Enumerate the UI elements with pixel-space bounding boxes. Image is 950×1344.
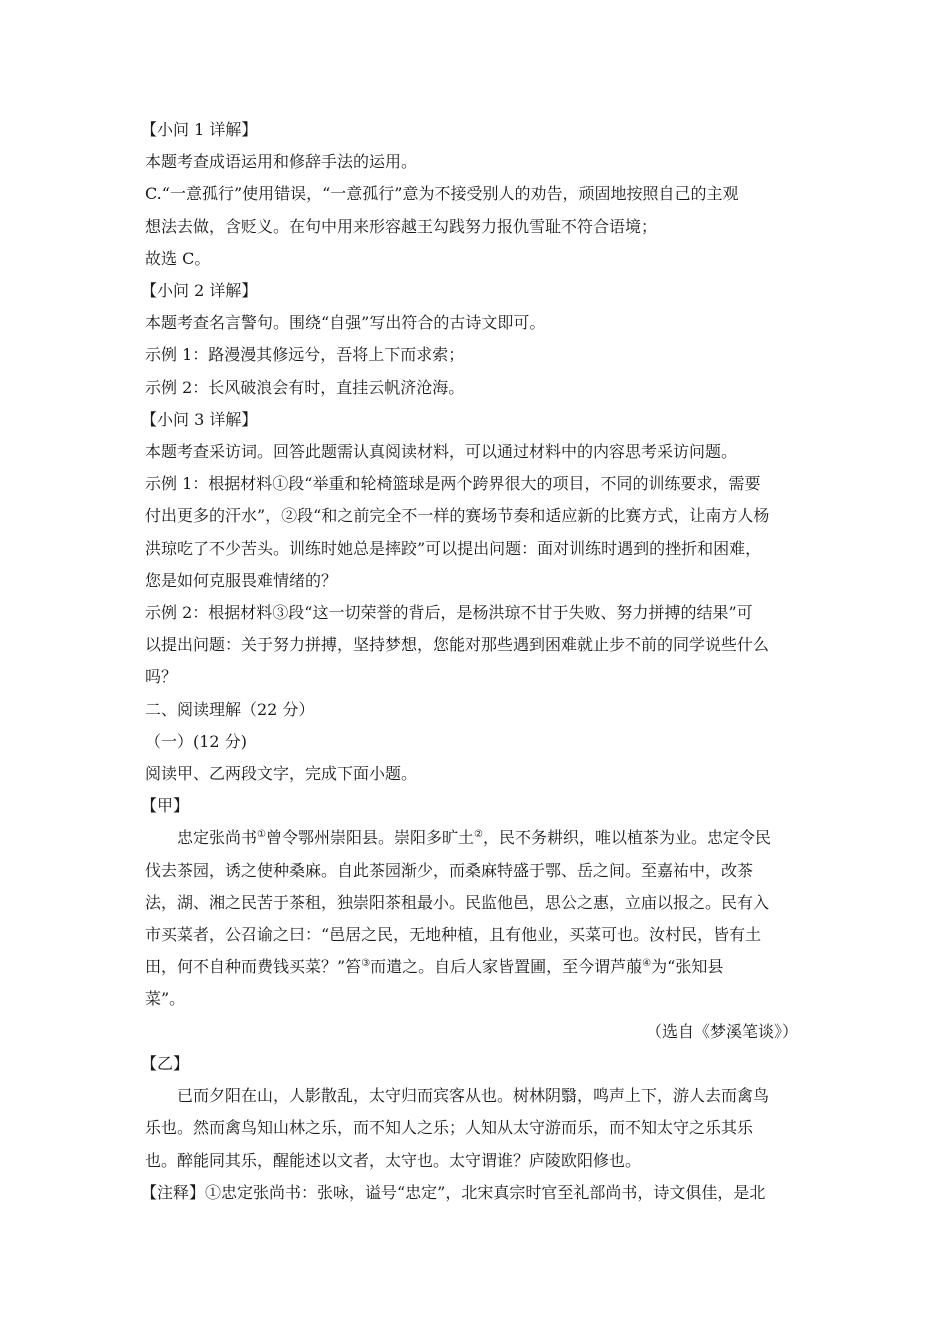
q2-heading: 【小问 2 详解】 [141, 281, 258, 301]
q1-heading: 【小问 1 详解】 [141, 120, 258, 139]
passage-text: 忠定张尚书 [177, 828, 258, 848]
q2-example-1: 示例 1：路漫漫其修远兮，吾将上下而求索； [145, 345, 465, 365]
q1-intro: 本题考查成语运用和修辞手法的运用。 [145, 152, 418, 172]
q3-example-1-line: 您是如何克服畏难情绪的？ [145, 570, 338, 590]
passage-jia-line: 法，湖、湘之民苦于茶租，独崇阳茶租最小。民监他邑，思公之惠，立庙以报之。民有入 [145, 892, 770, 912]
passage-jia-line: 市买菜者，公召谕之曰：“邑居之民，无地种植，且有他业，买菜可也。汝村民，皆有土 [145, 925, 762, 945]
passage-jia-line: 菜”。 [145, 989, 186, 1009]
part2-title: 二、阅读理解（22 分） [145, 699, 315, 719]
part2-subtitle: （一）(12 分) [145, 731, 247, 751]
q1-analysis-line: C.“一意孤行”使用错误，“一意孤行”意为不接受别人的劝告，顽固地按照自己的主观 [145, 184, 739, 204]
passage-yi-line: 也。醉能同其乐，醒能述以文者，太守也。太守谓谁？庐陵欧阳修也。 [145, 1150, 642, 1170]
passage-yi-line: 乐也。然而禽鸟知山林之乐，而不知人之乐；人知从太守游而乐，而不知太守之乐其乐 [145, 1118, 754, 1138]
q3-example-1-line: 付出更多的汗水”，②段“和之前完全不一样的赛场节奏和适应新的比赛方式，让南方人杨 [145, 506, 770, 526]
q1-answer: 故选 C。 [145, 248, 211, 268]
footnote-marker: ③ [361, 958, 371, 970]
q3-example-2-line: 吗？ [145, 667, 178, 687]
q3-example-2-line: 以提出问题：关于努力拼搏，坚持梦想，您能对那些遇到困难就止步不前的同学说些什么 [145, 635, 770, 655]
notes-line: 【注释】①忠定张尚书：张咏，谥号“忠定”，北宋真宗时官至礼部尚书，诗文俱佳，是北 [141, 1182, 766, 1202]
passage-jia-line [145, 822, 808, 854]
passage-jia-label: 【甲】 [141, 796, 190, 816]
passage-jia-source: （选自《梦溪笔谈》） [645, 1021, 798, 1041]
q3-example-2-line: 示例 2：根据材料③段“这一切荣誉的背后，是杨洪琼不甘于失败、努力拼搏的结果”可 [145, 603, 753, 623]
passage-text: 而遣之。自后人家皆置圃，至今谓芦菔 [370, 957, 643, 977]
passage-text: 田，何不自种而费钱买菜？”笞 [145, 957, 362, 977]
passage-yi-line: 已而夕阳在山，人影散乱，太守归而宾客从也。树林阴翳，鸣声上下，游人去而禽鸟 [177, 1086, 770, 1106]
q2-example-2: 示例 2：长风破浪会有时，直挂云帆济沧海。 [145, 377, 465, 397]
q3-example-1-line: 洪琼吃了不少苦头。训练时她总是摔跤”可以提出问题：面对训练时遇到的挫折和困难， [145, 538, 762, 558]
passage-jia-line [145, 951, 808, 983]
passage-text: ，民不务耕织，唯以植茶为业。忠定令民 [482, 828, 771, 848]
q1-analysis-line: 想法去做，含贬义。在句中用来形容越王勾践努力报仇雪耻不符合语境； [145, 216, 658, 236]
footnote-marker: ① [257, 829, 266, 841]
passage-text: 为“张知县 [651, 957, 724, 977]
document-page [141, 114, 808, 1209]
q3-intro: 本题考查采访词。回答此题需认真阅读材料，可以通过材料中的内容思考采访问题。 [145, 442, 738, 462]
passage-jia-line: 伐去茶园，诱之使种桑麻。自此茶园渐少，而桑麻特盛于鄂、岳之间。至嘉祐中，改茶 [145, 860, 754, 880]
q2-intro: 本题考查名言警句。围绕“自强”写出符合的古诗文即可。 [145, 313, 546, 333]
passage-yi-label: 【乙】 [141, 1053, 190, 1073]
q3-heading: 【小问 3 详解】 [141, 409, 258, 429]
footnote-marker: ④ [642, 958, 652, 970]
passage-text: 曾令鄂州崇阳县。崇阳多旷土 [265, 828, 474, 848]
part2-instruction: 阅读甲、乙两段文字，完成下面小题。 [145, 764, 418, 784]
q3-example-1-line: 示例 1：根据材料①段“举重和轮椅篮球是两个跨界很大的项目，不同的训练要求，需要 [145, 474, 761, 494]
footnote-marker: ② [474, 829, 483, 841]
